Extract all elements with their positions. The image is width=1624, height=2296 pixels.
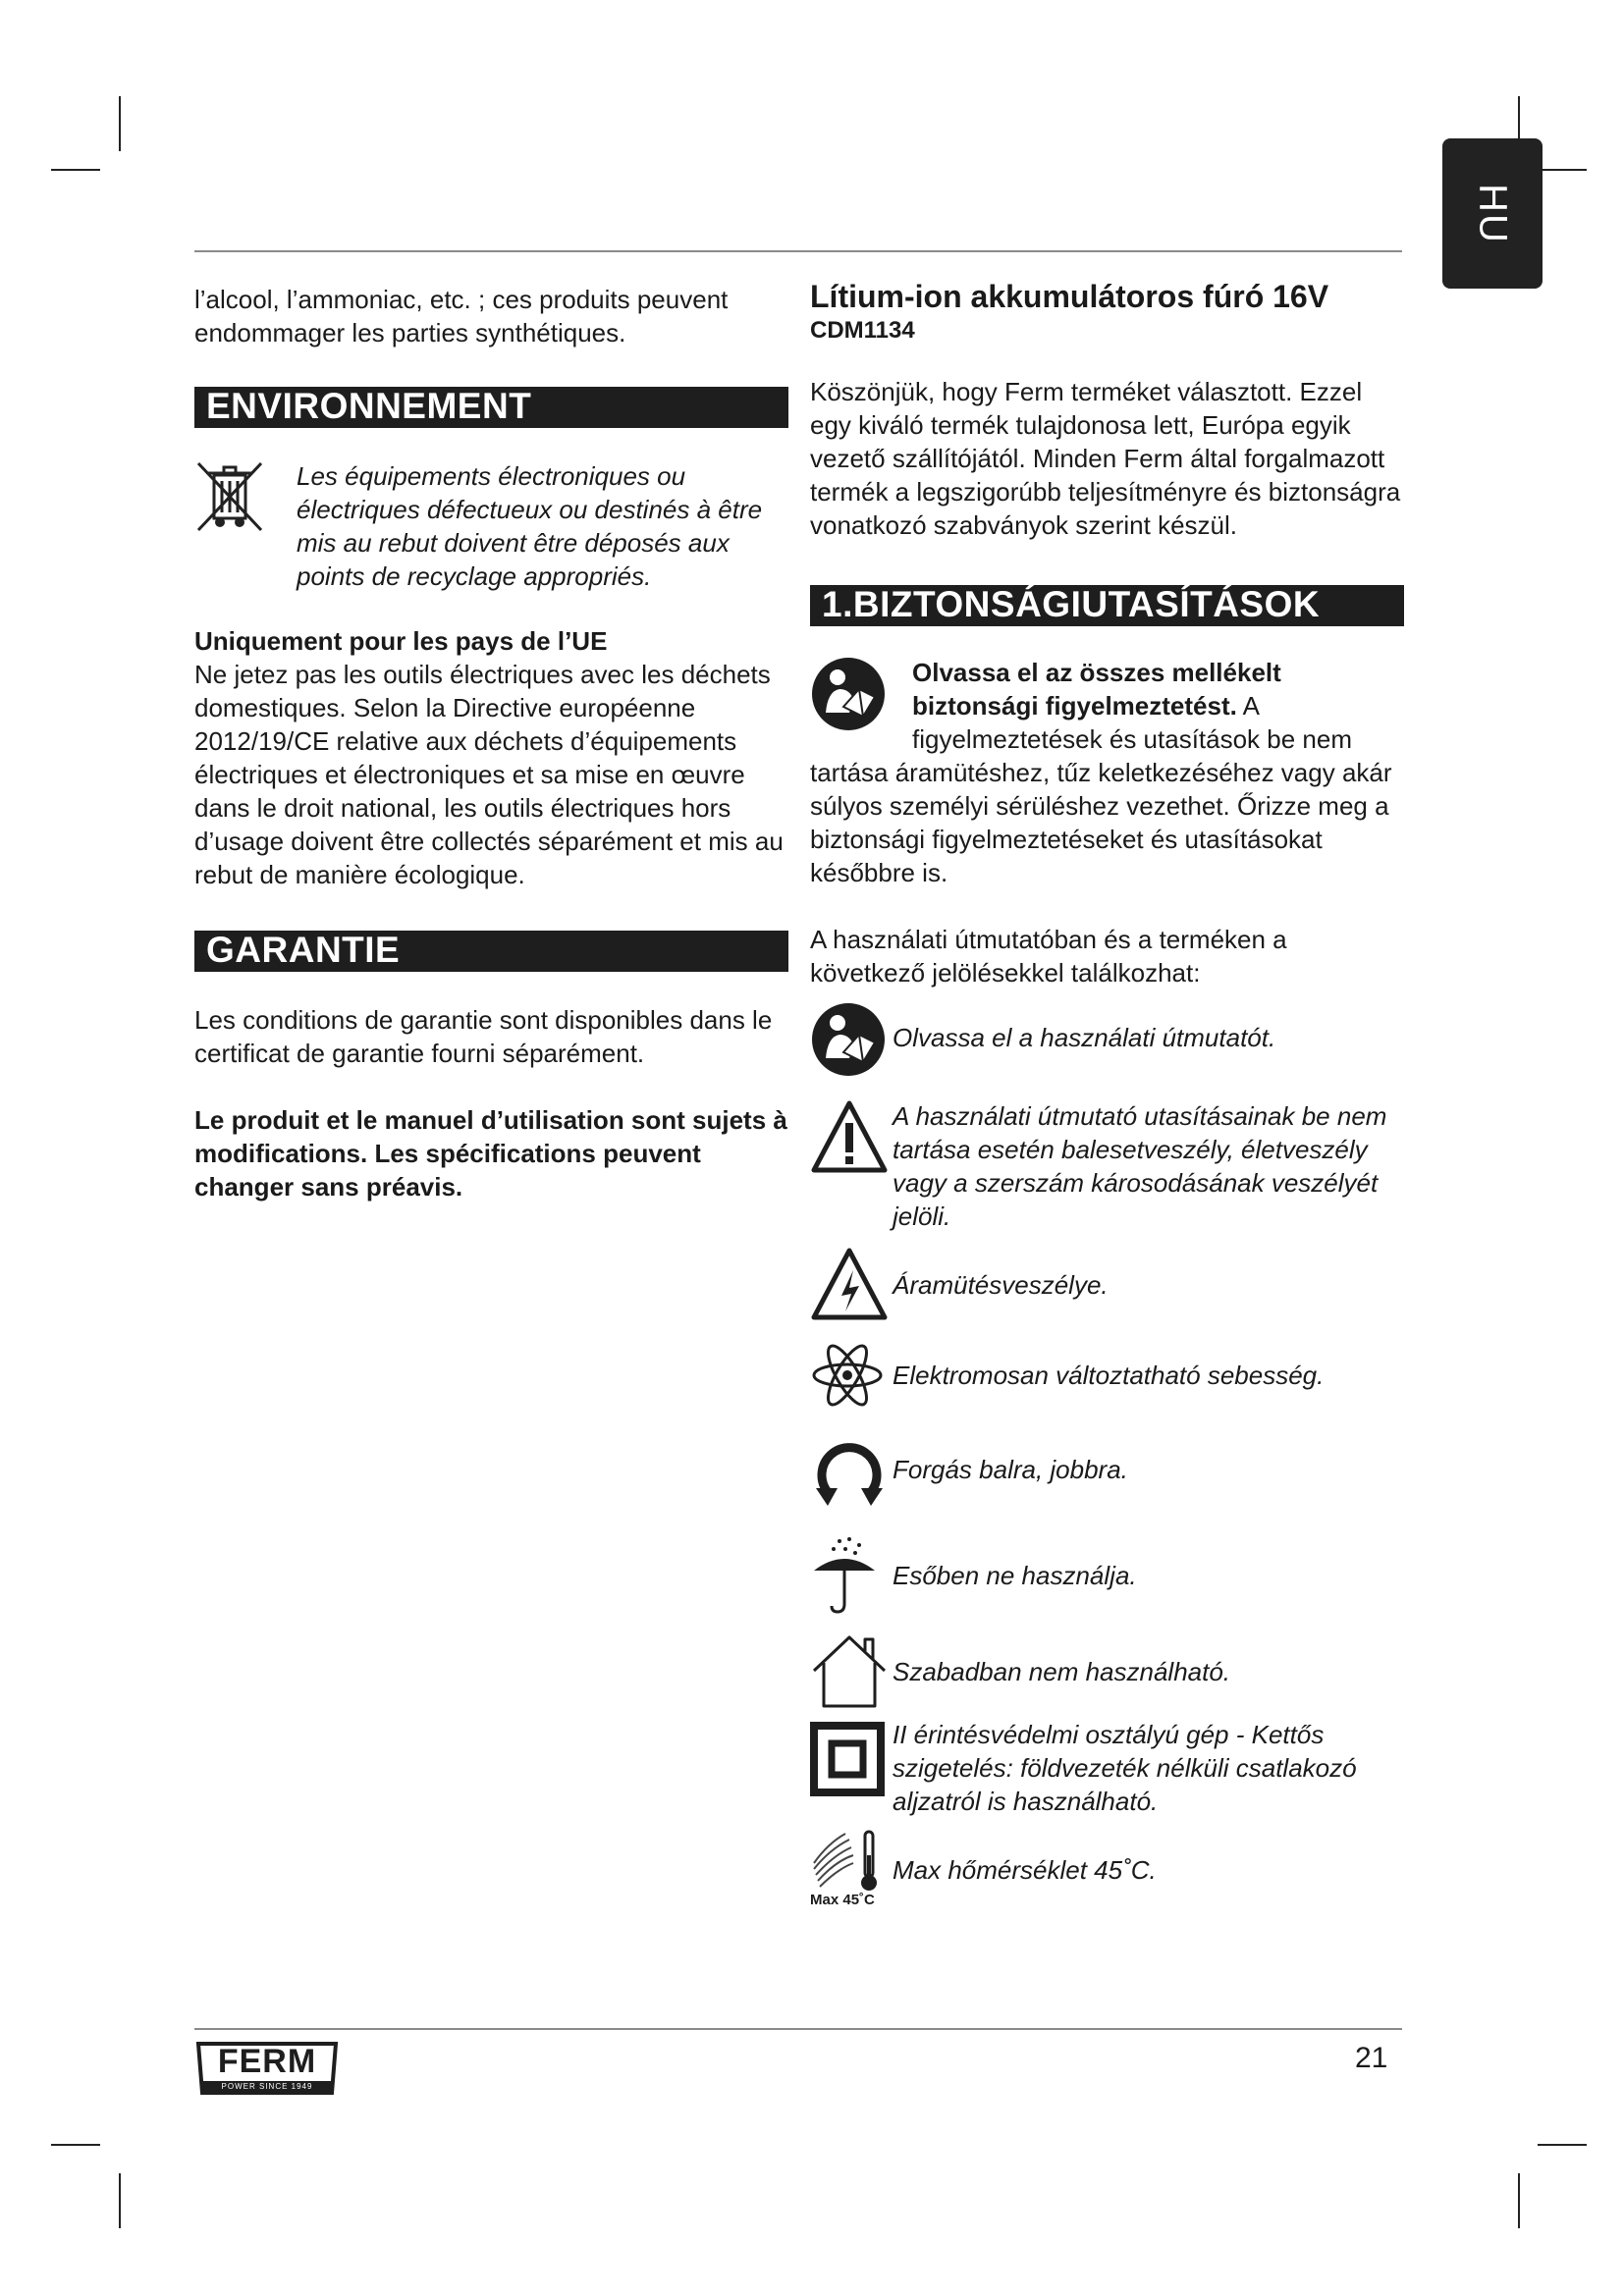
weee-block xyxy=(194,459,788,593)
weee-text: Les équipements électroniques ou électriques défectueux ou destinés à être mis au rebut doivent être déposés aux points de recyclage appropriés. xyxy=(297,461,763,591)
symbol-text: A használati útmutató utasításainak be nem tartása esetén balesetveszély, életveszély vagy a szerszám károsodásának veszélyét jelöli. xyxy=(893,1101,1387,1231)
crop-mark xyxy=(1538,169,1587,171)
footer-rule xyxy=(194,2028,1402,2030)
symbol-text: II érintésvédelmi osztályú gép - Kettős szigetelés: földvezeték nélküli csatlakozó aljzatról is használható. xyxy=(893,1720,1357,1816)
crop-mark xyxy=(1538,2144,1587,2146)
umbrella-rain-icon xyxy=(810,1535,893,1614)
manual-icon xyxy=(810,656,912,746)
symbol-row xyxy=(810,1535,1404,1614)
crop-mark xyxy=(51,2144,100,2146)
symbol-row xyxy=(810,1001,1404,1078)
symbol-text: Esőben ne használja. xyxy=(893,1561,1137,1590)
language-tab-label: HU xyxy=(1471,183,1515,244)
warranty-notice: Le produit et le manuel d’utilisation sont sujets à modifications. Les spécifications peuvent changer sans préavis. xyxy=(194,1105,787,1201)
left-column xyxy=(194,283,788,1203)
symbol-text: Olvassa el a használati útmutatót. xyxy=(893,1023,1276,1052)
crop-mark xyxy=(119,96,121,151)
safety-warning-rest: A figyelmeztetések és utasítások be nem tartása áramütéshez, tűz keletkezéséhez vagy akár súlyos személyi sérüléshez vezethet. Őrizze meg a biztonsági figyelmeztetéseket és utasításokat későbbre is. xyxy=(810,691,1392,887)
symbol-text: Forgás balra, jobbra. xyxy=(893,1455,1128,1484)
intro-text: l’alcool, l’ammoniac, etc. ; ces produits peuvent endommager les parties synthétiques. xyxy=(194,285,729,347)
symbol-row xyxy=(810,1631,1404,1710)
double-insulation-icon xyxy=(810,1722,893,1796)
safety-warning-bold: Olvassa el az összes mellékelt biztonsági figyelmeztetést. xyxy=(912,658,1281,721)
symbol-text: Elektromosan változtatható sebesség. xyxy=(893,1361,1325,1390)
language-tab xyxy=(1442,138,1543,289)
product-intro: Köszönjük, hogy Ferm terméket választott. Ezzel egy kiváló termék tulajdonosa lett, Európa egyik vezető szállítójától. Minden Ferm által forgalmazott termék a legszigorúbb teljesítményre és biztonságra vonatkozó szabványok szerint készül. xyxy=(810,377,1401,540)
warranty-text: Les conditions de garantie sont disponibles dans le certificat de garantie fourni séparément. xyxy=(194,1005,773,1068)
right-column xyxy=(810,277,1404,1908)
product-model: CDM1134 xyxy=(810,317,915,344)
symbol-row xyxy=(810,1830,1404,1908)
product-title: Lítium-ion akkumulátoros fúró 16V xyxy=(810,279,1329,314)
ferm-logo-text: FERM xyxy=(217,2043,317,2080)
crop-mark xyxy=(119,2173,121,2228)
symbols-intro: A használati útmutatóban és a terméken a következő jelölésekkel találkozhat: xyxy=(810,925,1287,988)
symbol-text: Áramütésveszélye. xyxy=(893,1270,1109,1300)
symbol-row xyxy=(810,1435,1404,1508)
environment-heading: ENVIRONNEMENT xyxy=(194,387,788,428)
warning-icon xyxy=(810,1099,893,1174)
crop-mark xyxy=(51,169,100,171)
header-rule xyxy=(194,250,1402,252)
safety-warning xyxy=(810,656,1404,889)
thermometer-icon-label: Max 45˚C xyxy=(810,1892,875,1908)
eu-text: Ne jetez pas les outils électriques avec les déchets domestiques. Selon la Directive européenne 2012/19/CE relative aux déchets d’équipements électriques et électroniques et sa mise en œuvre dans le droit national, les outils électriques hors d’usage doivent être collectés séparément et mis au rebut de manière écologique. xyxy=(194,660,784,889)
symbol-text: Max hőmérséklet 45˚C. xyxy=(893,1855,1157,1885)
symbol-row xyxy=(810,1247,1404,1321)
symbol-row xyxy=(810,1099,1404,1233)
electric-shock-icon xyxy=(810,1247,893,1321)
ferm-logo-tagline: POWER SINCE 1949 xyxy=(221,2082,313,2091)
page-number: 21 xyxy=(1355,2042,1388,2074)
safety-heading: 1.BIZTONSÁGIUTASÍTÁSOK xyxy=(810,585,1404,626)
symbol-row xyxy=(810,1343,1404,1408)
symbol-text: Szabadban nem használható. xyxy=(893,1657,1231,1686)
atom-icon xyxy=(810,1343,893,1408)
warranty-heading: GARANTIE xyxy=(194,931,788,972)
ferm-logo xyxy=(194,2040,340,2097)
eu-title: Uniquement pour les pays de l’UE xyxy=(194,626,608,656)
weee-bin-icon xyxy=(194,459,297,593)
thermometer-icon xyxy=(810,1830,893,1908)
rotation-icon xyxy=(810,1435,893,1508)
house-icon xyxy=(810,1631,893,1710)
symbol-row xyxy=(810,1722,1404,1818)
manual-icon xyxy=(810,1001,893,1078)
crop-mark xyxy=(1518,2173,1520,2228)
